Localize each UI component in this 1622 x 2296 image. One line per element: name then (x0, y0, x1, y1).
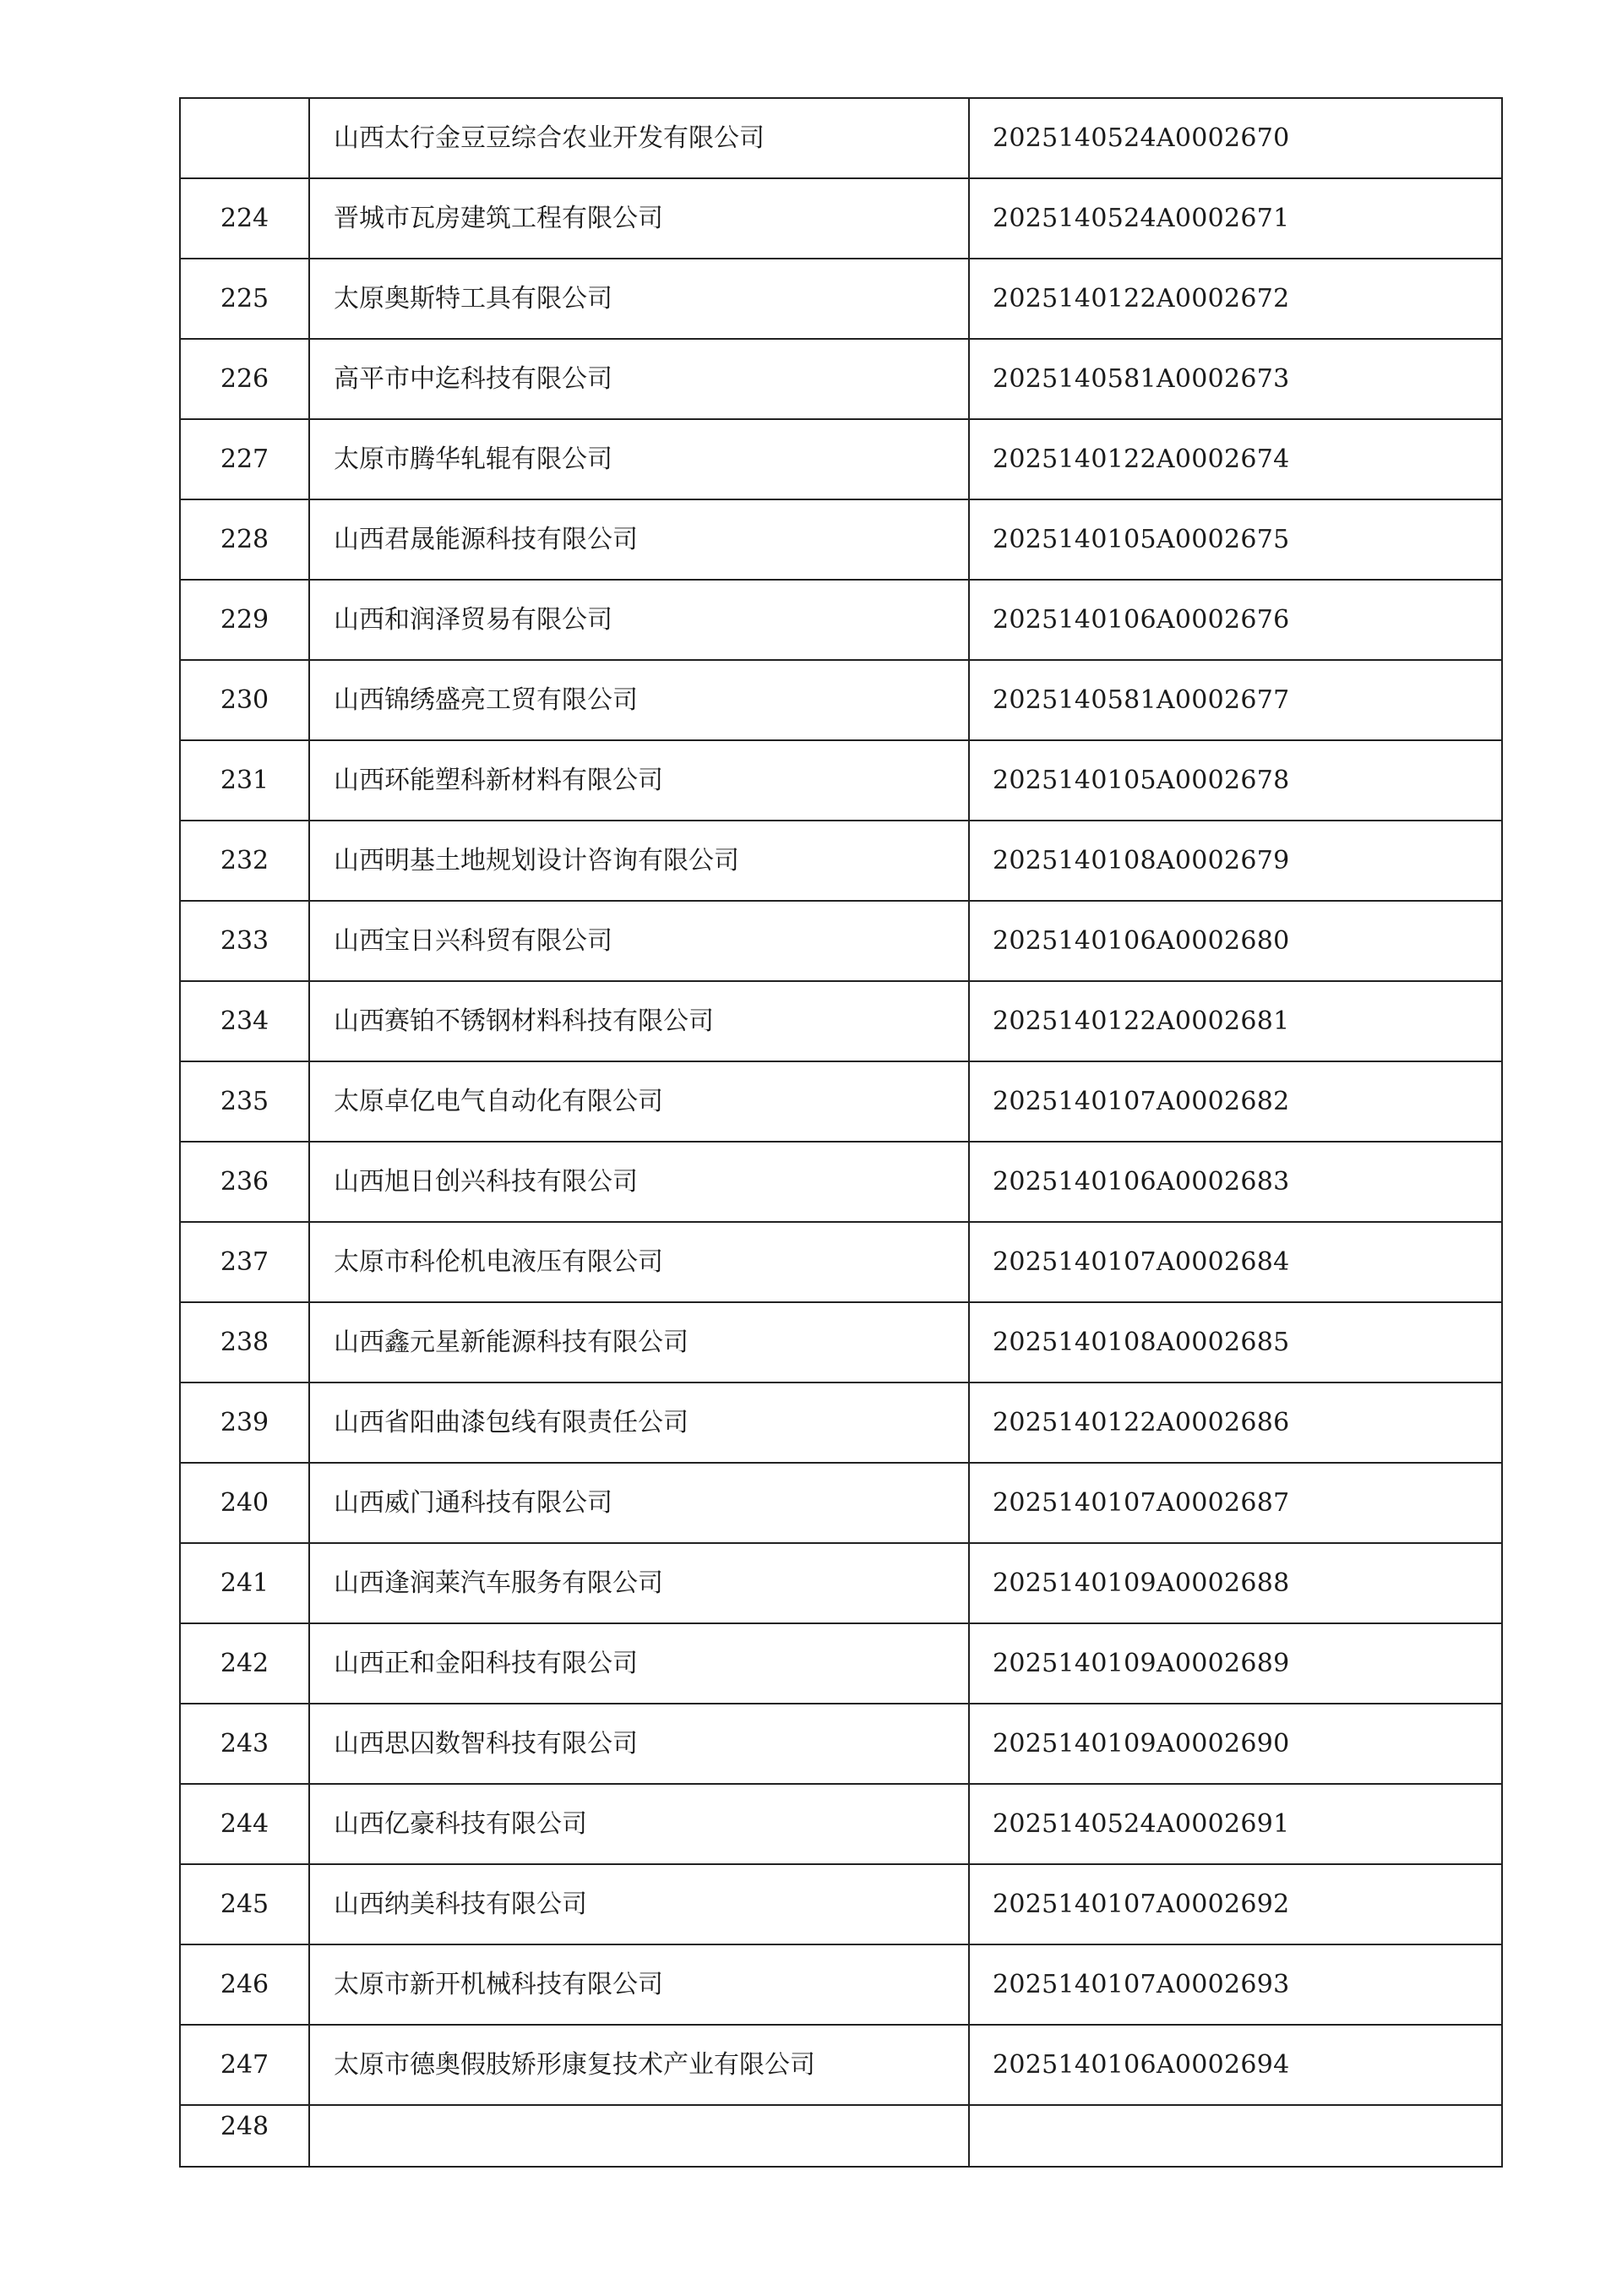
table-row (180, 2025, 1502, 2105)
table-row (180, 259, 1502, 339)
registration-code: 2025140105A0002678 (969, 740, 1502, 821)
table-row (180, 901, 1502, 981)
company-name: 高平市中迄科技有限公司 (309, 339, 969, 419)
row-number (180, 98, 309, 178)
registration-code: 2025140122A0002672 (969, 259, 1502, 339)
table-row (180, 1061, 1502, 1142)
registration-code: 2025140581A0002677 (969, 660, 1502, 740)
registration-code: 2025140109A0002690 (969, 1704, 1502, 1784)
row-number: 230 (180, 660, 309, 740)
company-name: 太原市新开机械科技有限公司 (309, 1944, 969, 2025)
table-row (180, 499, 1502, 580)
table-row (180, 1463, 1502, 1543)
company-registry-table (179, 97, 1503, 2168)
company-name: 山西明基土地规划设计咨询有限公司 (309, 821, 969, 901)
registration-code: 2025140524A0002691 (969, 1784, 1502, 1864)
row-number: 232 (180, 821, 309, 901)
company-name: 晋城市瓦房建筑工程有限公司 (309, 178, 969, 259)
company-name: 山西锦绣盛亮工贸有限公司 (309, 660, 969, 740)
company-name: 山西太行金豆豆综合农业开发有限公司 (309, 98, 969, 178)
table-row (180, 1623, 1502, 1704)
table-row (180, 821, 1502, 901)
row-number: 237 (180, 1222, 309, 1302)
table-row (180, 178, 1502, 259)
registration-code: 2025140106A0002676 (969, 580, 1502, 660)
company-name: 山西旭日创兴科技有限公司 (309, 1142, 969, 1222)
registration-code: 2025140108A0002685 (969, 1302, 1502, 1383)
table-row (180, 1944, 1502, 2025)
table-row (180, 2105, 1502, 2167)
company-name: 山西和润泽贸易有限公司 (309, 580, 969, 660)
table-row (180, 419, 1502, 499)
registration-code: 2025140107A0002693 (969, 1944, 1502, 2025)
company-name (309, 2105, 969, 2167)
table-row (180, 339, 1502, 419)
row-number: 228 (180, 499, 309, 580)
company-name: 太原市科伦机电液压有限公司 (309, 1222, 969, 1302)
row-number: 236 (180, 1142, 309, 1222)
row-number: 248 (180, 2105, 309, 2167)
registration-code: 2025140524A0002671 (969, 178, 1502, 259)
table-row (180, 1222, 1502, 1302)
company-name: 太原卓亿电气自动化有限公司 (309, 1061, 969, 1142)
registration-code: 2025140106A0002680 (969, 901, 1502, 981)
row-number: 231 (180, 740, 309, 821)
table-row (180, 740, 1502, 821)
company-name: 太原奥斯特工具有限公司 (309, 259, 969, 339)
company-name: 山西逢润莱汽车服务有限公司 (309, 1543, 969, 1623)
row-number: 240 (180, 1463, 309, 1543)
row-number: 226 (180, 339, 309, 419)
registration-code: 2025140122A0002681 (969, 981, 1502, 1061)
row-number: 239 (180, 1383, 309, 1463)
table-row (180, 981, 1502, 1061)
row-number: 229 (180, 580, 309, 660)
company-name: 山西环能塑科新材料有限公司 (309, 740, 969, 821)
table-row (180, 1142, 1502, 1222)
row-number: 242 (180, 1623, 309, 1704)
row-number: 244 (180, 1784, 309, 1864)
row-number: 235 (180, 1061, 309, 1142)
company-name: 太原市德奥假肢矫形康复技术产业有限公司 (309, 2025, 969, 2105)
registration-code: 2025140107A0002687 (969, 1463, 1502, 1543)
registration-code: 2025140109A0002688 (969, 1543, 1502, 1623)
table-row (180, 1302, 1502, 1383)
registration-code: 2025140524A0002670 (969, 98, 1502, 178)
registration-code: 2025140108A0002679 (969, 821, 1502, 901)
table-row (180, 660, 1502, 740)
row-number: 233 (180, 901, 309, 981)
table-row (180, 1704, 1502, 1784)
table-row (180, 98, 1502, 178)
row-number: 245 (180, 1864, 309, 1944)
company-name: 山西思囚数智科技有限公司 (309, 1704, 969, 1784)
company-name: 山西亿豪科技有限公司 (309, 1784, 969, 1864)
company-name: 山西鑫元星新能源科技有限公司 (309, 1302, 969, 1383)
company-name: 太原市腾华轧辊有限公司 (309, 419, 969, 499)
row-number: 246 (180, 1944, 309, 2025)
registration-code (969, 2105, 1502, 2167)
registration-code: 2025140122A0002686 (969, 1383, 1502, 1463)
registration-code: 2025140109A0002689 (969, 1623, 1502, 1704)
table-row (180, 1383, 1502, 1463)
row-number: 234 (180, 981, 309, 1061)
company-name: 山西纳美科技有限公司 (309, 1864, 969, 1944)
registration-code: 2025140107A0002682 (969, 1061, 1502, 1142)
table-row (180, 1543, 1502, 1623)
row-number: 241 (180, 1543, 309, 1623)
row-number: 224 (180, 178, 309, 259)
table-row (180, 1864, 1502, 1944)
company-name: 山西赛铂不锈钢材料科技有限公司 (309, 981, 969, 1061)
registration-code: 2025140106A0002683 (969, 1142, 1502, 1222)
row-number: 247 (180, 2025, 309, 2105)
registration-code: 2025140107A0002692 (969, 1864, 1502, 1944)
registration-code: 2025140105A0002675 (969, 499, 1502, 580)
row-number: 243 (180, 1704, 309, 1784)
registration-code: 2025140107A0002684 (969, 1222, 1502, 1302)
row-number: 238 (180, 1302, 309, 1383)
registration-code: 2025140581A0002673 (969, 339, 1502, 419)
company-name: 山西宝日兴科贸有限公司 (309, 901, 969, 981)
registration-code: 2025140106A0002694 (969, 2025, 1502, 2105)
row-number: 225 (180, 259, 309, 339)
company-name: 山西君晟能源科技有限公司 (309, 499, 969, 580)
row-number: 227 (180, 419, 309, 499)
company-name: 山西省阳曲漆包线有限责任公司 (309, 1383, 969, 1463)
company-name: 山西威门通科技有限公司 (309, 1463, 969, 1543)
company-name: 山西正和金阳科技有限公司 (309, 1623, 969, 1704)
registration-code: 2025140122A0002674 (969, 419, 1502, 499)
table-row (180, 1784, 1502, 1864)
table-row (180, 580, 1502, 660)
